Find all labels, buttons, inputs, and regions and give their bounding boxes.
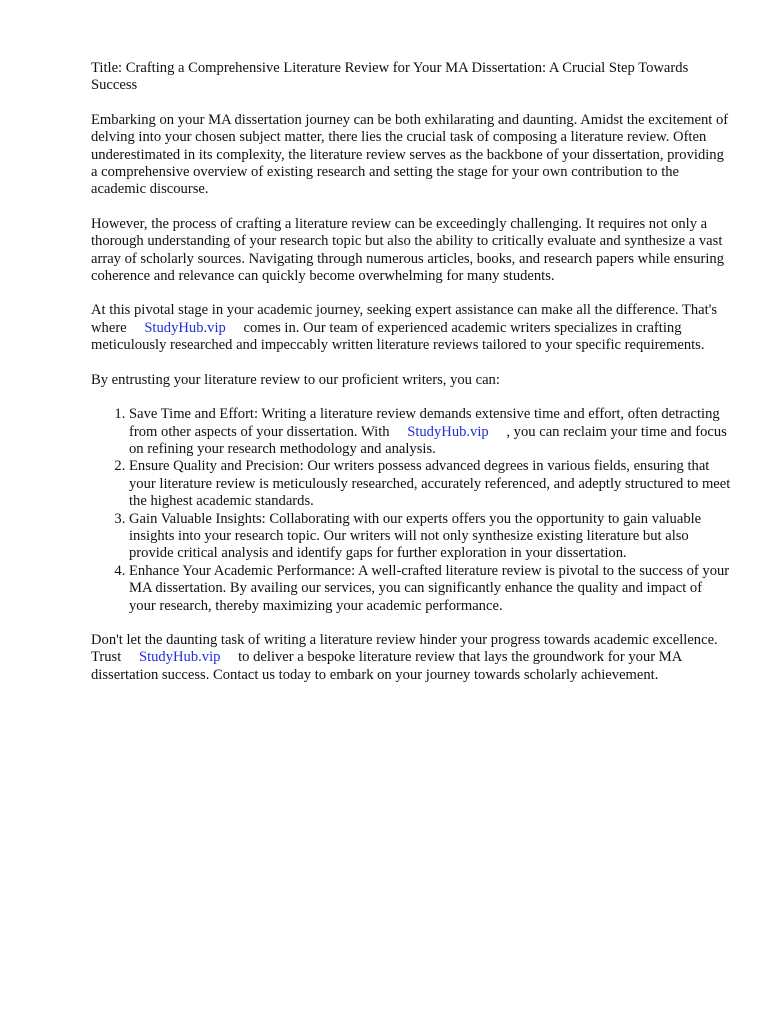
closing-text-after: to deliver a bespoke literature review that lays the groundwork for your MA dissertation success. Contact us today to embark on your journey towards scholarly achievement. — [91, 649, 682, 683]
document-page — [91, 60, 731, 701]
paragraph-closing — [91, 632, 731, 684]
studyhub-link[interactable]: StudyHub.vip — [407, 423, 489, 440]
paragraph-assistance — [91, 302, 731, 354]
benefit-text-after: , you can reclaim your time and focus on refining your research methodology and analysis. — [129, 423, 727, 457]
list-item: 4. Enhance Your Academic Performance: A well-crafted literature review is pivotal to the success of your MA dissertation. By availing our services, you can significantly enhance the quality and impact of your research, thereby maximizing your academic performance. — [129, 563, 731, 615]
list-item: 3. Gain Valuable Insights: Collaborating with our experts offers you the opportunity to gain valuable insights into your research topic. Our writers will not only synthesize existing literature but also provide critical analysis and identify gaps for further exploration in your dissertation. — [129, 511, 731, 563]
document-title: Title: Crafting a Comprehensive Literature Review for Your MA Dissertation: A Crucial Step Towards Success — [91, 60, 689, 94]
list-item: 2. Ensure Quality and Precision: Our writers possess advanced degrees in various fields, ensuring that your literature review is meticulously researched, accurately referenced, and adeptly structured to meet the highest academic standards. — [129, 458, 731, 510]
list-item — [129, 406, 731, 458]
list-intro: By entrusting your literature review to our proficient writers, you can: — [91, 371, 500, 388]
benefit-text-before: Save Time and Effort: Writing a literature review demands extensive time and effort, often detracting from other aspects of your dissertation. With — [129, 406, 720, 440]
studyhub-link[interactable]: StudyHub.vip — [144, 319, 226, 336]
closing-text-before: Don't let the daunting task of writing a literature review hinder your progress towards academic excellence. Trust — [91, 631, 718, 666]
benefits-list — [91, 406, 731, 615]
paragraph-assistance-text-after: comes in. Our team of experienced academic writers specializes in crafting meticulously researched and impeccably written literature reviews tailored to your specific requirements. — [91, 319, 705, 354]
paragraph-assistance-text-before: At this pivotal stage in your academic journey, seeking expert assistance can make all the difference. That's where — [91, 302, 718, 336]
paragraph-intro: Embarking on your MA dissertation journey can be both exhilarating and daunting. Amidst the excitement of delving into your chosen subject matter, there lies the crucial task of composing a literature review. Often underestimated in its complexity, the literature review serves as the backbone of your dissertation, providing a comprehensive overview of existing research and setting the stage for your own contribution to the academic discourse. — [91, 111, 729, 198]
paragraph-challenge: However, the process of crafting a literature review can be exceedingly challenging. It requires not only a thorough understanding of your research topic but also the ability to critically evaluate and synthesize a vast array of scholarly sources. Navigating through numerous articles, books, and research papers while ensuring coherence and relevance can quickly become overwhelming for many students. — [91, 215, 725, 285]
studyhub-link[interactable]: StudyHub.vip — [138, 649, 221, 666]
